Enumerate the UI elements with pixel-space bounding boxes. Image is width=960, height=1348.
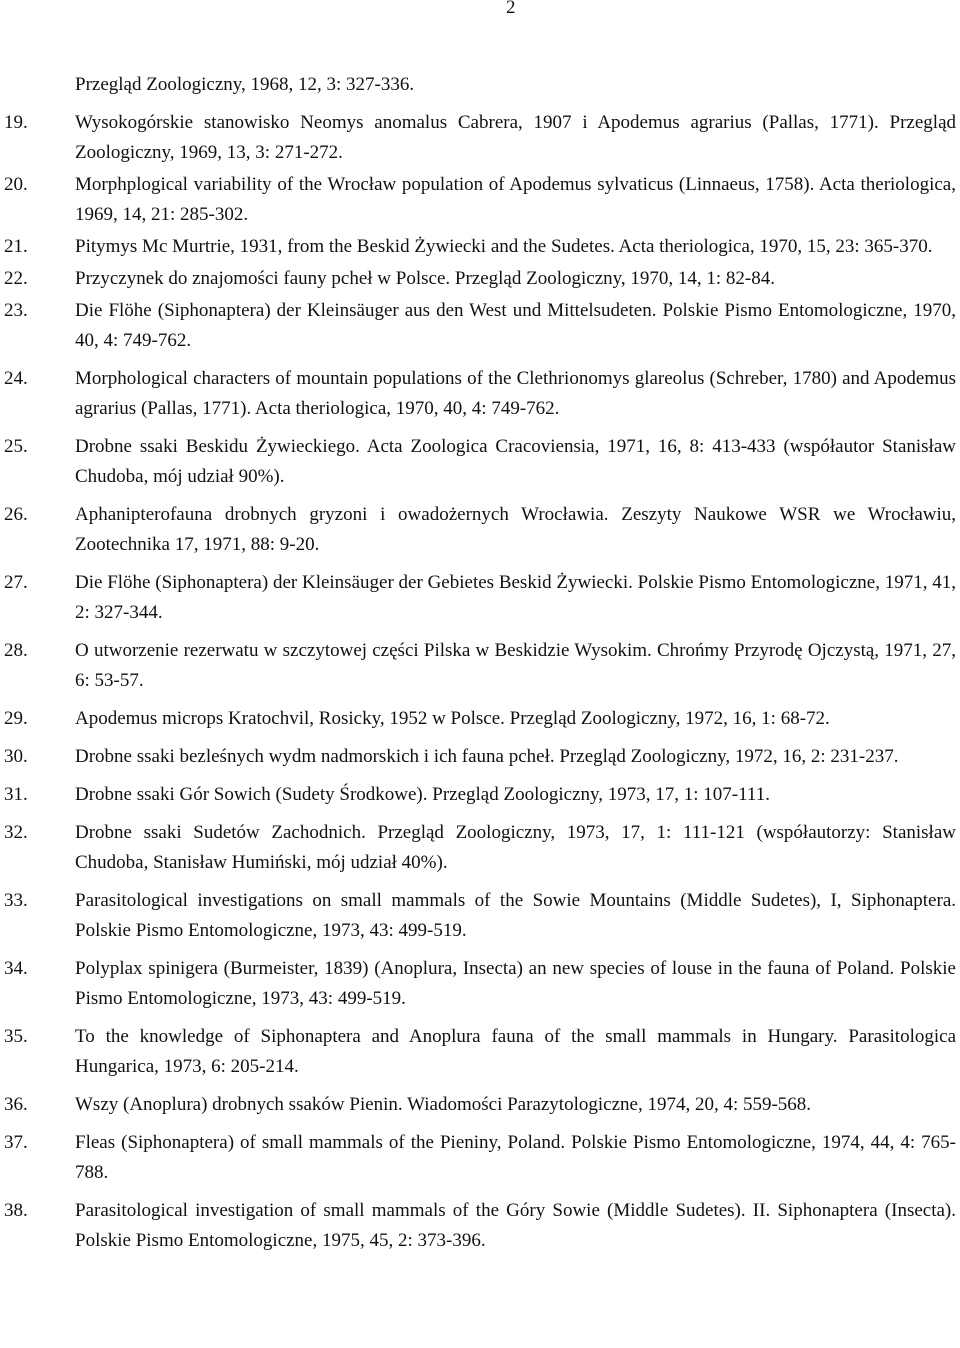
entry-text: Morphological characters of mountain populations of the Clethrionomys glareolus (Schreber, 1780) and Apodemus agrarius (Pallas, 1771). Acta theriologica, 1970, 40, 4: 749-762. <box>75 368 956 419</box>
entry-text: To the knowledge of Siphonaptera and Anoplura fauna of the small mammals in Hungary. Parasitologica Hungarica, 1973, 6: 205-214. <box>75 1026 956 1077</box>
list-item <box>0 780 960 810</box>
entry-number: 25. <box>4 436 28 457</box>
entry-text: Fleas (Siphonaptera) of small mammals of the Pieniny, Poland. Polskie Pismo Entomologiczne, 1974, 44, 4: 765- 788. <box>75 1132 956 1183</box>
entry-number: 31. <box>4 784 28 805</box>
entry-text: Morphplogical variability of the Wrocław population of Apodemus sylvaticus (Linnaeus, 1758). Acta theriologica, 1969, 14, 21: 285-302. <box>75 174 956 225</box>
entry-number: 33. <box>4 890 28 911</box>
page-number: 2 <box>506 0 516 18</box>
entry-text: Wszy (Anoplura) drobnych ssaków Pienin. Wiadomości Parazytologiczne, 1974, 20, 4: 559-568. <box>75 1094 812 1115</box>
entry-text: Wysokogórskie stanowisko Neomys anomalus Cabrera, 1907 i Apodemus agrarius (Pallas, 1771). Przegląd Zoologiczny, 1969, 13, 3: 271-272. <box>75 112 956 163</box>
entry-text: Drobne ssaki bezleśnych wydm nadmorskich i ich fauna pcheł. Przegląd Zoologiczny, 1972, 16, 2: 231-237. <box>75 746 899 767</box>
entry-text: Pitymys Mc Murtrie, 1931, from the Beskid Żywiecki and the Sudetes. Acta theriologica, 1970, 15, 23: 365-370. <box>75 236 933 257</box>
entry-number: 29. <box>4 708 28 729</box>
entry-number: 37. <box>4 1132 28 1153</box>
list-item <box>0 264 960 294</box>
entry-text: Aphanipterofauna drobnych gryzoni i owadożernych Wrocławia. Zeszyty Naukowe WSR we Wrocławiu, Zootechnika 17, 1971, 88: 9-20. <box>75 504 956 555</box>
entry-text: Przyczynek do znajomości fauny pcheł w Polsce. Przegląd Zoologiczny, 1970, 14, 1: 82-84. <box>75 268 776 289</box>
entry-number: 22. <box>4 268 28 289</box>
entry-text: Przegląd Zoologiczny, 1968, 12, 3: 327-336. <box>75 74 415 95</box>
list-item <box>0 296 960 356</box>
list-item <box>0 432 960 492</box>
list-item <box>0 1128 960 1188</box>
entry-number: 30. <box>4 746 28 767</box>
list-item <box>0 170 960 230</box>
list-item <box>0 500 960 560</box>
entry-text: Drobne ssaki Beskidu Żywieckiego. Acta Zoologica Cracoviensia, 1971, 16, 8: 413-433 (współautor Stanisław Chudoba, mój udział 90%). <box>75 436 956 487</box>
list-item <box>0 636 960 696</box>
entry-number: 24. <box>4 368 28 389</box>
list-item <box>0 886 960 946</box>
entry-number: 20. <box>4 174 28 195</box>
entry-text: Parasitological investigations on small mammals of the Sowie Mountains (Middle Sudetes), I, Siphonaptera. Polskie Pismo Entomologiczne, 1973, 43: 499-519. <box>75 890 956 941</box>
entry-number: 28. <box>4 640 28 661</box>
entry-number: 38. <box>4 1200 28 1221</box>
entry-text: Die Flöhe (Siphonaptera) der Kleinsäuger der Gebietes Beskid Żywiecki. Polskie Pismo Entomologiczne, 1971, 41, 2: 327-344. <box>75 572 956 623</box>
entry-text: O utworzenie rezerwatu w szczytowej części Pilska w Beskidzie Wysokim. Chrońmy Przyrodę Ojczystą, 1971, 27, 6: 53-57. <box>75 640 956 691</box>
entry-text: Drobne ssaki Gór Sowich (Sudety Środkowe). Przegląd Zoologiczny, 1973, 17, 1: 107-111. <box>75 784 770 805</box>
entry-text: Apodemus microps Kratochvil, Rosicky, 1952 w Polsce. Przegląd Zoologiczny, 1972, 16, 1: 68-72. <box>75 708 830 729</box>
list-item <box>0 742 960 772</box>
list-item <box>0 704 960 734</box>
list-item <box>0 1022 960 1082</box>
entry-text: Polyplax spinigera (Burmeister, 1839) (Anoplura, Insecta) an new species of louse in the fauna of Poland. Polskie Pismo Entomologiczne, 1973, 43: 499-519. <box>75 958 956 1009</box>
list-item <box>0 232 960 262</box>
entry-number: 26. <box>4 504 28 525</box>
entry-number: 19. <box>4 112 28 133</box>
list-item <box>0 364 960 424</box>
entry-text: Parasitological investigation of small mammals of the Góry Sowie (Middle Sudetes). II. Siphonaptera (Insecta). Polskie Pismo Entomologiczne, 1975, 45, 2: 373-396. <box>75 1200 956 1251</box>
entry-text: Drobne ssaki Sudetów Zachodnich. Przegląd Zoologiczny, 1973, 17, 1: 111-121 (współautorzy: Stanisław Chudoba, Stanisław Humiński, mój udział 40%). <box>75 822 956 873</box>
entry-number: 35. <box>4 1026 28 1047</box>
list-item <box>0 568 960 628</box>
entry-number: 23. <box>4 300 28 321</box>
bibliography-list <box>0 70 960 1256</box>
entry-number: 34. <box>4 958 28 979</box>
list-item <box>0 818 960 878</box>
list-item <box>0 70 960 100</box>
list-item <box>0 108 960 168</box>
entry-text: Die Flöhe (Siphonaptera) der Kleinsäuger aus den West und Mittelsudeten. Polskie Pismo Entomologiczne, 1970, 40, 4: 749-762. <box>75 300 956 351</box>
list-item <box>0 1196 960 1256</box>
entry-number: 27. <box>4 572 28 593</box>
entry-number: 21. <box>4 236 28 257</box>
list-item <box>0 1090 960 1120</box>
list-item <box>0 954 960 1014</box>
entry-number: 36. <box>4 1094 28 1115</box>
entry-number: 32. <box>4 822 28 843</box>
